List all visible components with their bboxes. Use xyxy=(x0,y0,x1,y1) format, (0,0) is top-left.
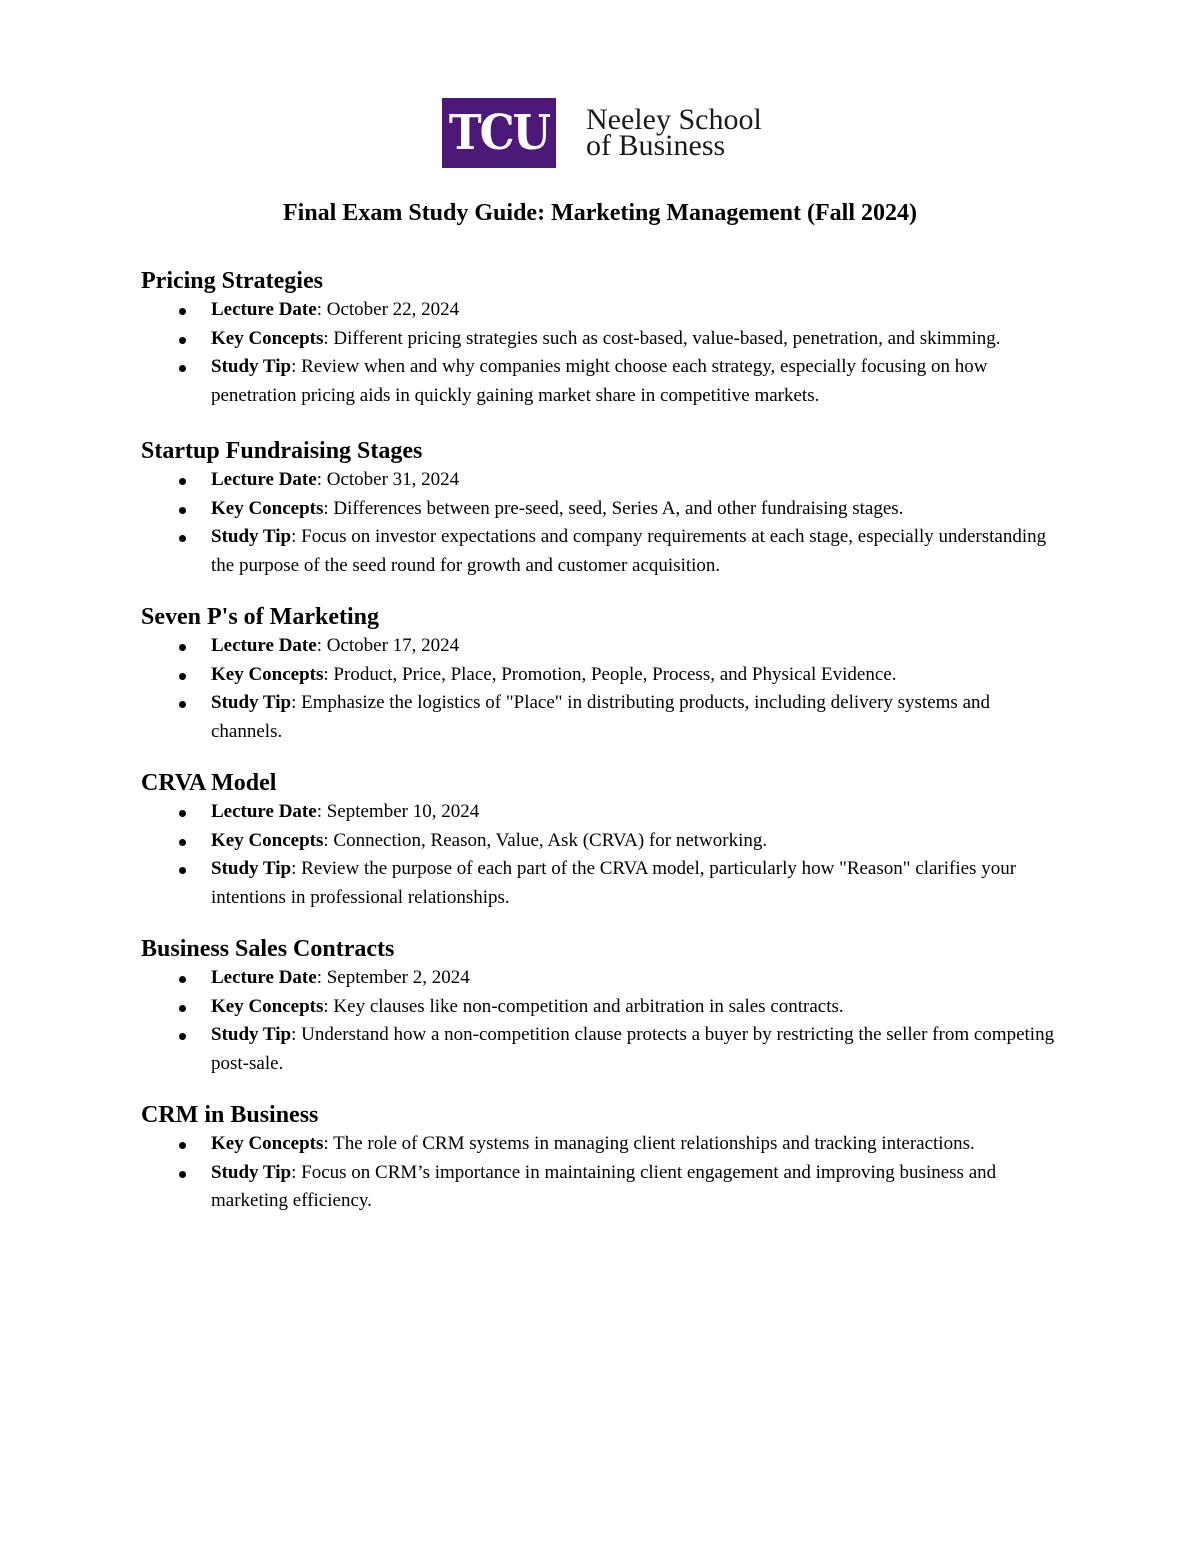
section-heading: Startup Fundraising Stages xyxy=(141,438,423,464)
item-text: : Focus on CRM’s importance in maintaining client engagement and improving business and marketing efficiency. xyxy=(211,1161,997,1211)
logo-line-1: Neeley School xyxy=(586,103,762,136)
section xyxy=(141,934,1061,1078)
item-text: : October 17, 2024 xyxy=(316,635,460,656)
item-text: : Connection, Reason, Value, Ask (CRVA) for networking. xyxy=(323,829,768,851)
item-text: : October 22, 2024 xyxy=(316,299,460,320)
tcu-logo-letters: TCU xyxy=(448,105,550,161)
item-text: : Focus on investor expectations and company requirements at each stage, especially understanding the purpose of the seed round for growth and customer acquisition. xyxy=(211,526,1047,576)
item-text: : Review the purpose of each part of the CRVA model, particularly how "Reason" clarifies your intentions in professional relationships. xyxy=(211,858,1017,908)
item-label: Key Concepts xyxy=(211,829,324,851)
list-item xyxy=(141,495,1061,524)
list-item xyxy=(141,1021,1061,1078)
item-label: Key Concepts xyxy=(211,995,324,1017)
list-item xyxy=(141,523,1061,580)
section xyxy=(141,436,1061,580)
bullet-list xyxy=(141,798,1061,912)
item-text: : Different pricing strategies such as cost-based, value-based, penetration, and skimming. xyxy=(323,327,1001,349)
logo-line-2: of Business xyxy=(586,129,726,162)
item-label: Lecture Date xyxy=(211,469,317,490)
section xyxy=(141,266,1061,410)
section-heading: Seven P's of Marketing xyxy=(141,604,379,630)
document-title: Final Exam Study Guide: Marketing Management (Fall 2024) xyxy=(283,200,917,226)
list-item xyxy=(141,689,1061,746)
tcu-neeley-logo xyxy=(442,98,762,168)
section-heading: Business Sales Contracts xyxy=(141,936,395,962)
study-guide-content xyxy=(141,266,1061,1238)
item-label: Lecture Date xyxy=(211,801,317,822)
tcu-logo-mark xyxy=(442,98,556,168)
item-text: : September 2, 2024 xyxy=(316,967,470,988)
item-label: Key Concepts xyxy=(211,663,324,685)
item-label: Study Tip xyxy=(211,858,292,879)
section-heading: CRVA Model xyxy=(141,770,277,796)
item-label: Lecture Date xyxy=(211,967,317,988)
item-label: Study Tip xyxy=(211,1024,292,1045)
list-item xyxy=(141,1130,1061,1159)
section xyxy=(141,1100,1061,1216)
bullet-list xyxy=(141,1130,1061,1216)
item-text: : The role of CRM systems in managing client relationships and tracking interactions. xyxy=(323,1133,975,1154)
item-text: : September 10, 2024 xyxy=(316,801,480,822)
item-label: Lecture Date xyxy=(211,635,317,656)
item-label: Key Concepts xyxy=(211,497,324,519)
list-item xyxy=(141,296,1061,325)
item-label: Key Concepts xyxy=(211,1133,324,1154)
item-text: : Differences between pre-seed, seed, Series A, and other fundraising stages. xyxy=(323,497,904,519)
list-item xyxy=(141,798,1061,827)
list-item xyxy=(141,661,1061,690)
item-text: : Key clauses like non-competition and arbitration in sales contracts. xyxy=(323,995,844,1017)
bullet-list xyxy=(141,466,1061,580)
item-label: Study Tip xyxy=(211,1161,292,1183)
item-label: Key Concepts xyxy=(211,327,324,349)
bullet-list xyxy=(141,964,1061,1078)
item-text: : Product, Price, Place, Promotion, People, Process, and Physical Evidence. xyxy=(323,663,897,685)
bullet-list xyxy=(141,632,1061,746)
list-item xyxy=(141,827,1061,856)
list-item xyxy=(141,466,1061,495)
list-item xyxy=(141,855,1061,912)
item-text: : Understand how a non-competition clause protects a buyer by restricting the seller from competing post-sale. xyxy=(211,1024,1055,1074)
list-item xyxy=(141,964,1061,993)
list-item xyxy=(141,325,1061,354)
neeley-school-wordmark xyxy=(586,103,762,162)
list-item xyxy=(141,353,1061,410)
item-label: Study Tip xyxy=(211,526,292,547)
item-text: : Review when and why companies might choose each strategy, especially focusing on how penetration pricing aids in quickly gaining market share in competitive markets. xyxy=(211,356,988,406)
item-label: Study Tip xyxy=(211,356,292,377)
bullet-list xyxy=(141,296,1061,410)
section-heading: CRM in Business xyxy=(141,1102,319,1128)
section-heading: Pricing Strategies xyxy=(141,268,323,294)
item-text: : October 31, 2024 xyxy=(316,469,460,490)
list-item xyxy=(141,632,1061,661)
item-label: Lecture Date xyxy=(211,299,317,320)
list-item xyxy=(141,1159,1061,1216)
item-label: Study Tip xyxy=(211,692,292,713)
item-text: : Emphasize the logistics of "Place" in distributing products, including delivery systems and channels. xyxy=(211,692,990,742)
section xyxy=(141,602,1061,746)
section xyxy=(141,768,1061,912)
list-item xyxy=(141,993,1061,1022)
